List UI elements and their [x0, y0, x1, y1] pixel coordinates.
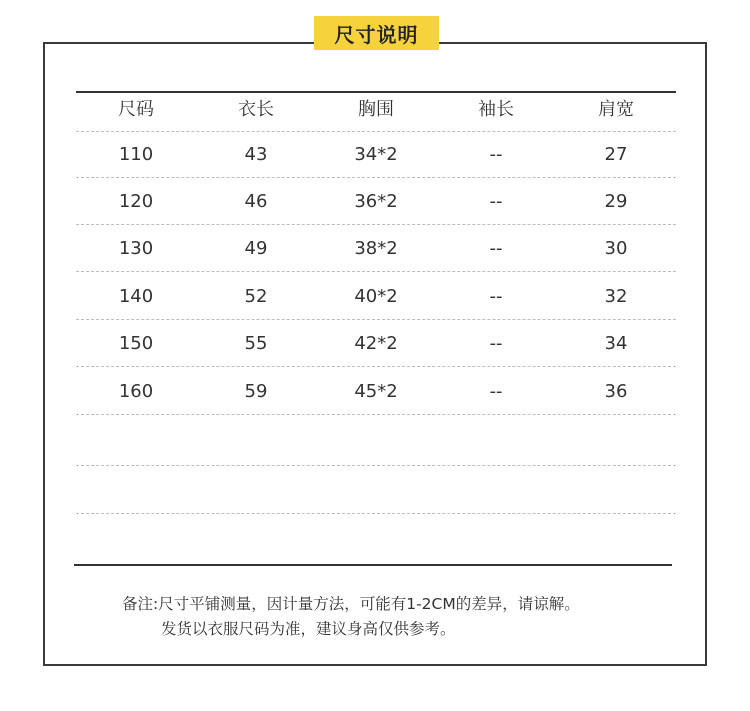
table-row — [76, 320, 676, 367]
table-cell: 140 — [118, 285, 154, 307]
empty-row-divider — [76, 513, 676, 514]
table-bottom-rule — [74, 564, 672, 566]
table-cell: -- — [489, 237, 503, 259]
table-row — [76, 178, 676, 225]
table-cell: -- — [489, 190, 503, 212]
table-row — [76, 368, 676, 415]
note-line-2: 发货以衣服尺码为准，建议身高仅供参考。 — [161, 620, 456, 638]
table-row — [76, 131, 676, 178]
header-cell-chest: 胸围 — [358, 99, 394, 120]
header-cell-shoulder: 肩宽 — [598, 99, 634, 120]
table-cell: -- — [489, 143, 503, 165]
table-cell: 110 — [118, 143, 154, 165]
table-cell: 29 — [604, 190, 628, 212]
table-cell: -- — [489, 380, 503, 402]
table-cell: 55 — [244, 332, 268, 354]
table-cell: 43 — [244, 143, 268, 165]
table-cell: 27 — [604, 143, 628, 165]
title-badge — [314, 16, 439, 50]
table-cell: 32 — [604, 285, 628, 307]
table-row — [76, 273, 676, 320]
table-cell: -- — [489, 332, 503, 354]
table-cell: 59 — [244, 380, 268, 402]
table-row — [76, 225, 676, 272]
table-cell: 34 — [604, 332, 628, 354]
table-cell: 49 — [244, 237, 268, 259]
table-cell: 160 — [118, 380, 154, 402]
table-cell: 45*2 — [354, 380, 398, 402]
header-cell-size: 尺码 — [118, 99, 154, 120]
table-cell: 120 — [118, 190, 154, 212]
table-cell: 34*2 — [354, 143, 398, 165]
header-cell-sleeve: 袖长 — [478, 99, 514, 120]
empty-row-divider — [76, 465, 676, 466]
table-cell: 40*2 — [354, 285, 398, 307]
table-cell: 36 — [604, 380, 628, 402]
table-cell: 36*2 — [354, 190, 398, 212]
table-cell: 42*2 — [354, 332, 398, 354]
note-line-1: 备注:尺寸平铺测量，因计量方法，可能有1-2CM的差异，请谅解。 — [122, 595, 580, 613]
title-text: 尺寸说明 — [334, 22, 419, 47]
table-cell: 30 — [604, 237, 628, 259]
table-cell: -- — [489, 285, 503, 307]
table-header-row — [76, 85, 676, 132]
table-cell: 38*2 — [354, 237, 398, 259]
table-cell: 130 — [118, 237, 154, 259]
table-cell: 46 — [244, 190, 268, 212]
table-cell: 52 — [244, 285, 268, 307]
table-cell: 150 — [118, 332, 154, 354]
header-cell-length: 衣长 — [238, 99, 274, 120]
